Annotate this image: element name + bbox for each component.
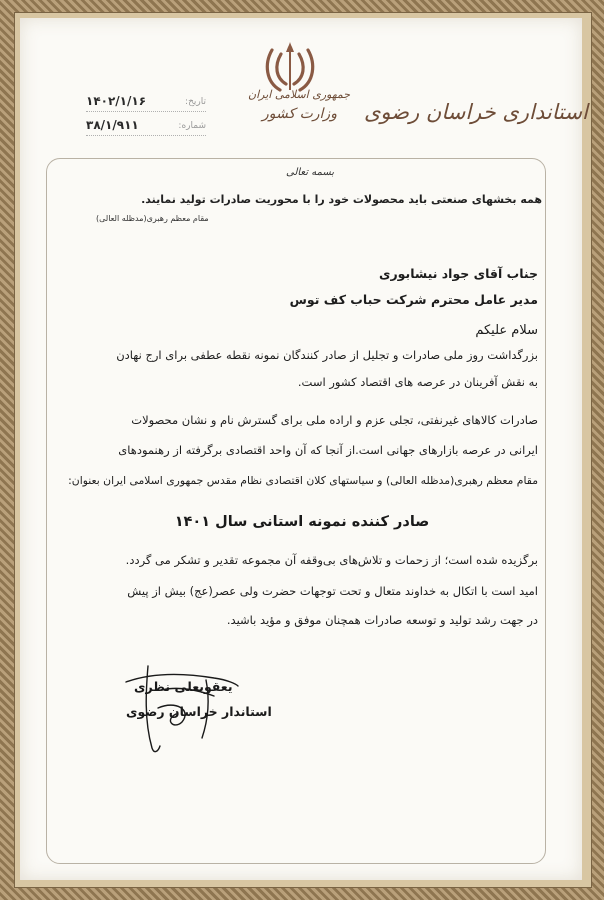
ministry-line2: وزارت کشور — [262, 106, 337, 122]
paragraph-1-line-1: بزرگداشت روز ملی صادرات و تجلیل از صادر کنندگان نمونه نقطه عطفی برای ارج نهادن — [116, 348, 538, 362]
office-title: استانداری خراسان رضوی — [364, 100, 588, 124]
paragraph-1-line-2: به نقش آفرینان در عرصه های اقتصاد کشور است. — [297, 375, 538, 389]
greeting: سلام علیکم — [475, 323, 538, 338]
date-field — [86, 94, 206, 112]
signer-title: استاندار خراسان رضوی — [126, 704, 272, 719]
paragraph-2-line-2: ایرانی در عرصه بازارهای جهانی است.از آنجا که آن واحد اقتصادی برگرفته از رهنمودهای — [118, 443, 538, 457]
recipient-name: جناب آقای جواد نیشابوری — [379, 266, 538, 281]
date-label: تاریخ: — [185, 97, 206, 107]
leader-slogan: همه بخشهای صنعتی باید محصولات خود را با محوریت صادرات تولید نمایند. — [141, 193, 542, 206]
slogan-source: مقام معظم رهبری(مدظله العالی) — [96, 214, 209, 223]
paragraph-4-line-2: در جهت رشد تولید و توسعه صادرات همچنان موفق و مؤید باشید. — [226, 613, 538, 627]
number-field — [86, 118, 206, 136]
paragraph-2-line-1: صادرات کالاهای غیرنفتی، تجلی عزم و اراده ملی برای گسترش نام و نشان محصولات — [131, 413, 538, 427]
basmala: بسمه تعالی — [286, 167, 335, 178]
number-label: شماره: — [178, 121, 206, 131]
ministry-line1: جمهوری اسلامی ایران — [248, 88, 351, 101]
paragraph-3: برگزیده شده است؛ از زحمات و تلاش‌های بی‌وقفه آن مجموعه تقدیر و تشکر می گردد. — [125, 553, 538, 567]
date-value: ۱۴۰۲/۱/۱۶ — [86, 94, 147, 108]
recipient-title: مدیر عامل محترم شرکت حباب کف توس — [289, 292, 538, 307]
award-title: صادر کننده نمونه استانی سال ۱۴۰۱ — [174, 514, 430, 530]
number-value: ۳۸/۱/۹۱۱ — [86, 118, 139, 132]
paragraph-4-line-1: امید است با اتکال به خداوند متعال و تحت توجهات حضرت ولی عصر(عج) بیش از پیش — [127, 584, 538, 598]
signer-name: یعقوبعلی نظری — [134, 679, 233, 694]
paragraph-2-line-3: مقام معظم رهبری(مدظله العالی) و سیاستهای کلان اقتصادی نظام مقدس جمهوری اسلامی ایران بعنوان: — [68, 474, 538, 487]
